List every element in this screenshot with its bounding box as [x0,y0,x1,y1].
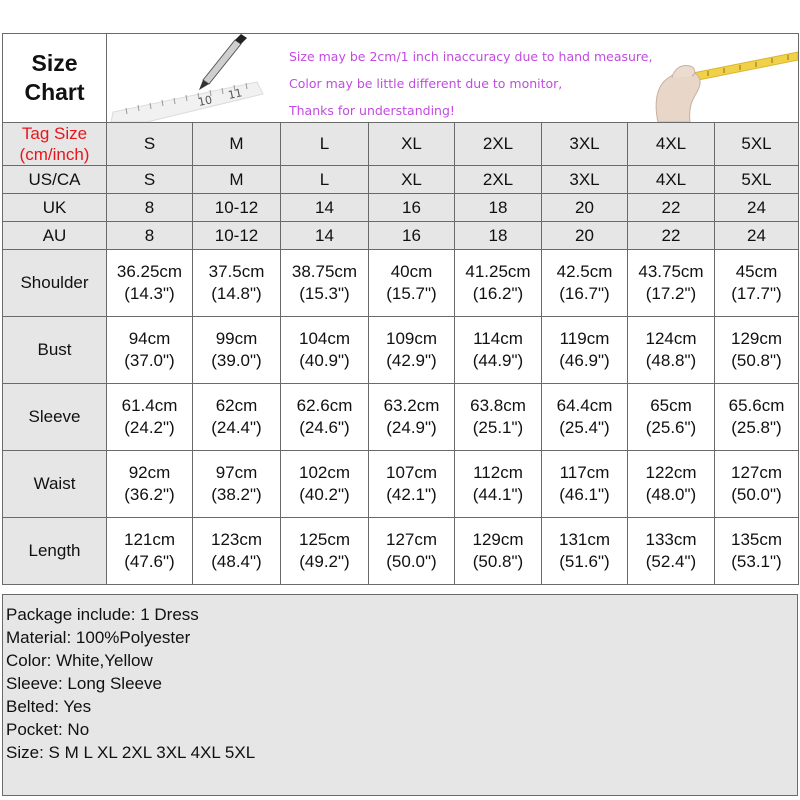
detail-line: Color: White,Yellow [6,651,153,670]
cm-value: 112cm [473,463,523,482]
cm-value: 45cm [735,262,778,281]
size-chart-title [3,34,107,123]
measurement-row-sleeve [3,384,799,451]
title-line-2: Chart [24,79,85,105]
conversion-cell: 24 [715,194,799,222]
measurement-cell [193,451,281,518]
cm-value: 109cm [385,329,438,348]
conversion-cell: 5XL [715,166,799,194]
inch-value: (51.6") [559,552,610,571]
inch-value: (48.0") [645,485,697,504]
inch-value: (44.9") [472,351,524,370]
measurement-cell [628,250,715,317]
size-header-s: S [107,123,193,166]
cm-value: 114cm [473,329,523,348]
inch-value: (25.4") [559,418,610,437]
cm-value: 63.2cm [383,396,440,415]
cm-value: 94cm [128,329,171,348]
inch-value: (14.3") [124,284,175,303]
inch-value: (25.8") [731,418,782,437]
measurement-cell [455,317,542,384]
cm-value: 97cm [215,463,258,482]
measurement-cell [628,518,715,585]
cm-value: 122cm [645,463,697,482]
conversion-row-uk [3,194,799,222]
inch-value: (50.0") [386,552,437,571]
inch-value: (16.7") [559,284,610,303]
size-header-l: L [281,123,369,166]
inch-value: (39.0") [211,351,262,370]
cm-value: 117cm [559,463,610,482]
cm-value: 65.6cm [728,396,785,415]
cm-value: 119cm [559,329,610,348]
cm-value: 123cm [210,530,263,549]
measurement-row-length [3,518,799,585]
inch-value: (52.4") [645,552,697,571]
measurement-row-shoulder [3,250,799,317]
conversion-cell: S [107,166,193,194]
conversion-cell: 10-12 [193,222,281,250]
inch-value: (14.8") [211,284,262,303]
measurement-cell [455,518,542,585]
inch-value: (49.2") [299,552,350,571]
measurement-cell [455,451,542,518]
measurement-cell [715,451,799,518]
cm-value: 37.5cm [208,262,265,281]
cm-value: 133cm [645,530,697,549]
row-label: Sleeve [3,384,107,451]
measurement-cell [107,317,193,384]
detail-line: Sleeve: Long Sleeve [6,674,162,693]
cm-value: 104cm [298,329,351,348]
row-label: Length [3,518,107,585]
inch-value: (42.1") [386,485,437,504]
measurement-cell [281,317,369,384]
measurement-cell [542,384,628,451]
ruler-mark-10: 10 [196,93,214,109]
measuring-tape-hand-icon [628,34,798,122]
size-header-5xl: 5XL [715,123,799,166]
cm-value: 36.25cm [116,262,183,281]
conversion-cell: M [193,166,281,194]
cm-value: 92cm [128,463,171,482]
cm-value: 61.4cm [121,396,178,415]
conversion-cell: 8 [107,194,193,222]
title-line-1: Size [31,50,78,76]
ruler-pencil-icon [107,34,277,122]
inch-value: (24.6") [299,418,350,437]
conversion-cell: 14 [281,222,369,250]
detail-line: Package include: 1 Dress [6,605,199,624]
conversion-cell: 3XL [542,166,628,194]
inch-value: (36.2") [124,485,175,504]
detail-line: Size: S M L XL 2XL 3XL 4XL 5XL [6,743,256,762]
inch-value: (16.2") [472,284,524,303]
notice-line-2: Color may be little different due to monitor, [289,76,563,91]
row-label: Bust [3,317,107,384]
conversion-cell: 18 [455,194,542,222]
cm-value: 65cm [650,396,692,415]
inch-value: (46.9") [559,351,610,370]
cm-value: 102cm [298,463,351,482]
measurement-cell [628,317,715,384]
cm-value: 131cm [558,530,611,549]
measurement-cell [715,518,799,585]
cm-value: 38.75cm [291,262,358,281]
detail-line: Pocket: No [6,720,90,739]
inch-value: (37.0") [124,351,175,370]
inch-value: (47.6") [124,552,175,571]
size-chart-table [2,33,799,585]
row-label: AU [3,222,107,250]
conversion-cell: 14 [281,194,369,222]
measurement-cell [542,518,628,585]
inch-value: (42.9") [386,351,437,370]
measurement-cell [715,384,799,451]
row-label: US/CA [3,166,107,194]
conversion-cell: 22 [628,222,715,250]
tag-size-row [3,123,799,166]
measurement-cell [455,250,542,317]
inch-value: (46.1") [559,485,610,504]
cm-value: 62cm [215,396,258,415]
cm-value: 135cm [730,530,783,549]
tag-size-label: Tag Size (cm/inch) [3,123,107,166]
conversion-cell: 8 [107,222,193,250]
notice-line-1: Size may be 2cm/1 inch inaccuracy due to hand measure, [289,49,653,64]
measurement-cell [281,384,369,451]
cm-value: 127cm [385,530,438,549]
conversion-cell: 20 [542,194,628,222]
measurement-cell [193,317,281,384]
measurement-cell [193,518,281,585]
measurement-cell [542,451,628,518]
measurement-cell [715,250,799,317]
inch-value: (40.2") [299,485,350,504]
size-header-2xl: 2XL [455,123,542,166]
inch-value: (48.4") [211,552,262,571]
inch-value: (17.2") [645,284,697,303]
row-label: Waist [3,451,107,518]
inch-value: (44.1") [472,485,524,504]
conversion-cell: 20 [542,222,628,250]
detail-line: Belted: Yes [6,697,92,716]
conversion-cell: 24 [715,222,799,250]
measurement-cell [542,317,628,384]
cm-value: 129cm [730,329,783,348]
measurement-cell [455,384,542,451]
cm-value: 64.4cm [556,396,613,415]
inch-value: (25.6") [645,418,697,437]
product-details-panel [2,594,798,796]
measurement-cell [193,250,281,317]
cm-value: 63.8cm [470,396,526,415]
cm-value: 42.5cm [556,262,613,281]
conversion-cell: 2XL [455,166,542,194]
header-row [3,34,799,123]
inch-value: (38.2") [211,485,262,504]
measurement-cell [369,451,455,518]
conversion-cell: 16 [369,194,455,222]
inch-value: (50.8") [731,351,782,370]
row-label: Shoulder [3,250,107,317]
conversion-row-us-ca [3,166,799,194]
cm-value: 125cm [298,530,351,549]
conversion-cell: 22 [628,194,715,222]
detail-line: Material: 100%Polyester [6,628,191,647]
measurement-cell [107,250,193,317]
measurement-cell [369,384,455,451]
cm-value: 124cm [645,329,697,348]
ruler-mark-11: 11 [226,86,244,102]
measurement-cell [281,518,369,585]
inch-value: (17.7") [731,284,782,303]
measurement-cell [281,250,369,317]
measurement-cell [542,250,628,317]
cm-value: 41.25cm [465,262,531,281]
measurement-cell [107,451,193,518]
cm-value: 62.6cm [296,396,353,415]
conversion-cell: 4XL [628,166,715,194]
measurement-notice-banner [107,34,799,123]
inch-value: (15.7") [386,284,437,303]
measurement-cell [715,317,799,384]
cm-value: 43.75cm [638,262,704,281]
measurement-cell [628,451,715,518]
inch-value: (50.8") [472,552,524,571]
cm-value: 129cm [472,530,524,549]
conversion-cell: XL [369,166,455,194]
size-header-3xl: 3XL [542,123,628,166]
measurement-cell [369,518,455,585]
inch-value: (53.1") [731,552,782,571]
size-header-m: M [193,123,281,166]
measurement-cell [193,384,281,451]
inch-value: (40.9") [299,351,350,370]
measurement-cell [281,451,369,518]
conversion-cell: 10-12 [193,194,281,222]
measurement-cell [628,384,715,451]
inch-value: (15.3") [299,284,350,303]
inch-value: (24.4") [211,418,262,437]
conversion-cell: 16 [369,222,455,250]
conversion-cell: L [281,166,369,194]
size-header-4xl: 4XL [628,123,715,166]
inch-value: (25.1") [472,418,524,437]
conversion-row-au [3,222,799,250]
measurement-row-waist [3,451,799,518]
measurement-row-bust [3,317,799,384]
size-header-xl: XL [369,123,455,166]
cm-value: 127cm [730,463,783,482]
cm-value: 107cm [385,463,438,482]
cm-value: 121cm [123,530,176,549]
measurement-cell [107,518,193,585]
notice-line-3: Thanks for understanding! [289,103,455,118]
measurement-cell [369,250,455,317]
inch-value: (50.0") [731,485,782,504]
inch-value: (24.2") [124,418,175,437]
measurement-cell [369,317,455,384]
cm-value: 99cm [215,329,258,348]
cm-value: 40cm [390,262,433,281]
inch-value: (24.9") [386,418,437,437]
conversion-cell: 18 [455,222,542,250]
measurement-cell [107,384,193,451]
row-label: UK [3,194,107,222]
inch-value: (48.8") [645,351,697,370]
